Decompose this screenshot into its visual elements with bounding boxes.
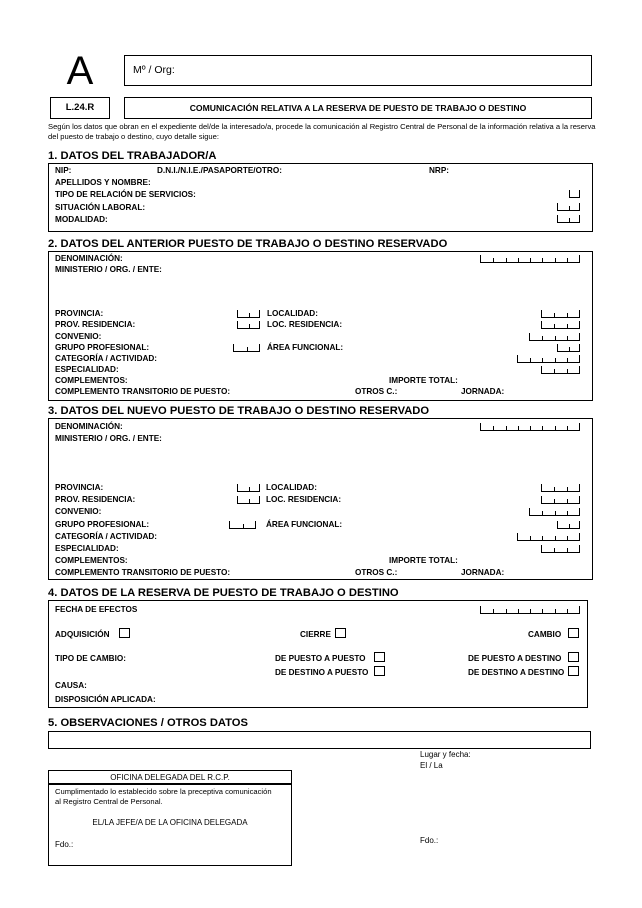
s2-convenio-code[interactable]	[529, 333, 580, 341]
puesto-a-destino-label: DE PUESTO A DESTINO	[468, 654, 562, 663]
destino-a-puesto-checkbox[interactable]	[374, 666, 385, 676]
s3-categoria-code[interactable]	[517, 533, 580, 541]
s2-especialidad-label: ESPECIALIDAD:	[55, 365, 119, 374]
s2-categoria-code[interactable]	[517, 355, 580, 363]
s2-prov-res-label: PROV. RESIDENCIA:	[55, 320, 136, 329]
s3-area-code[interactable]	[557, 521, 580, 529]
situacion-label: SITUACIÓN LABORAL:	[55, 203, 146, 212]
s3-grupo-label: GRUPO PROFESIONAL:	[55, 520, 150, 529]
s3-categoria-label: CATEGORÍA / ACTIVIDAD:	[55, 532, 158, 541]
tipo-relacion-label: TIPO DE RELACIÓN DE SERVICIOS:	[55, 190, 196, 199]
el-la-label: El / La	[420, 761, 443, 770]
s3-especialidad-label: ESPECIALIDAD:	[55, 544, 119, 553]
destino-a-puesto-label: DE DESTINO A PUESTO	[275, 668, 369, 677]
s2-especialidad-code[interactable]	[541, 366, 580, 374]
causa-label: CAUSA:	[55, 681, 87, 690]
s2-grupo-label: GRUPO PROFESIONAL:	[55, 343, 150, 352]
form-letter: A	[66, 49, 94, 93]
s2-convenio-label: CONVENIO:	[55, 332, 102, 341]
fecha-efectos-code[interactable]	[480, 606, 580, 614]
s2-grupo-code[interactable]	[233, 344, 260, 352]
cierre-label: CIERRE	[300, 630, 331, 639]
form-code: L.24.R	[65, 102, 95, 113]
org-field[interactable]	[124, 55, 592, 86]
section-3-title: 3. DATOS DEL NUEVO PUESTO DE TRABAJO O DESTINO RESERVADO	[48, 405, 430, 417]
intro-text: Según los datos que obran en el expediente del/de la interesado/a, procede la comunicación al Registro Central de Personal de la información relativa a la reserva del puesto de trabajo o destino, cuyo detalle sigue:	[48, 122, 596, 141]
s3-area-label: ÁREA FUNCIONAL:	[266, 520, 343, 529]
s2-localidad-label: LOCALIDAD:	[267, 309, 318, 318]
s3-especialidad-code[interactable]	[541, 545, 580, 553]
s2-otros-label: OTROS C.:	[355, 387, 398, 396]
oficina-delegada-title: OFICINA DELEGADA DEL R.C.P.	[110, 773, 230, 782]
jefe-oficina-label: EL/LA JEFE/A DE LA OFICINA DELEGADA	[92, 818, 248, 827]
s3-prov-res-code[interactable]	[237, 496, 260, 504]
cambio-checkbox[interactable]	[568, 628, 579, 638]
s3-ministerio-label: MINISTERIO / ORG. / ENTE:	[55, 434, 162, 443]
section-4-title: 4. DATOS DE LA RESERVA DE PUESTO DE TRABAJO O DESTINO	[48, 587, 399, 599]
apellidos-label: APELLIDOS Y NOMBRE:	[55, 178, 151, 187]
observaciones-field[interactable]	[48, 731, 591, 749]
s3-jornada-label: JORNADA:	[461, 568, 505, 577]
s3-complementos-label: COMPLEMENTOS:	[55, 556, 128, 565]
adquisicion-checkbox[interactable]	[119, 628, 130, 638]
s3-denominacion-code[interactable]	[480, 423, 580, 431]
s3-importe-label: IMPORTE TOTAL:	[389, 556, 458, 565]
s2-transitorio-label: COMPLEMENTO TRANSITORIO DE PUESTO:	[55, 387, 231, 396]
cumplimentado-line-1: Cumplimentado lo establecido sobre la preceptiva comunicación	[55, 787, 272, 796]
s3-provincia-code[interactable]	[237, 484, 260, 492]
s2-ministerio-label: MINISTERIO / ORG. / ENTE:	[55, 265, 162, 274]
org-label: Mº / Org:	[133, 64, 175, 76]
s2-area-label: ÁREA FUNCIONAL:	[267, 343, 344, 352]
s3-localidad-code[interactable]	[541, 484, 580, 492]
destino-a-destino-checkbox[interactable]	[568, 666, 579, 676]
section-2-title: 2. DATOS DEL ANTERIOR PUESTO DE TRABAJO O DESTINO RESERVADO	[48, 238, 448, 250]
s2-localidad-code[interactable]	[541, 310, 580, 318]
puesto-a-puesto-checkbox[interactable]	[374, 652, 385, 662]
fdo-right-label: Fdo.:	[420, 836, 439, 845]
disposicion-label: DISPOSICIÓN APLICADA:	[55, 695, 156, 704]
s2-denominacion-label: DENOMINACIÓN:	[55, 254, 123, 263]
destino-a-destino-label: DE DESTINO A DESTINO	[468, 668, 565, 677]
nrp-label: NRP:	[429, 166, 450, 175]
s3-localidad-label: LOCALIDAD:	[266, 483, 317, 492]
s2-denominacion-code[interactable]	[480, 255, 580, 263]
s2-jornada-label: JORNADA:	[461, 387, 505, 396]
nip-label: NIP:	[55, 166, 72, 175]
fecha-efectos-label: FECHA DE EFECTOS	[55, 605, 138, 614]
s3-loc-res-code[interactable]	[541, 496, 580, 504]
dni-label: D.N.I./N.I.E./PASAPORTE/OTRO:	[157, 166, 282, 175]
puesto-a-destino-checkbox[interactable]	[568, 652, 579, 662]
s3-prov-res-label: PROV. RESIDENCIA:	[55, 495, 136, 504]
s3-transitorio-label: COMPLEMENTO TRANSITORIO DE PUESTO:	[55, 568, 231, 577]
s3-convenio-code[interactable]	[529, 508, 580, 516]
s2-categoria-label: CATEGORÍA / ACTIVIDAD:	[55, 354, 158, 363]
cumplimentado-line-2: al Registro Central de Personal.	[55, 797, 163, 806]
s3-convenio-label: CONVENIO:	[55, 507, 102, 516]
s3-provincia-label: PROVINCIA:	[55, 483, 104, 492]
oficina-header-line	[48, 783, 292, 785]
cambio-label: CAMBIO	[528, 630, 562, 639]
situacion-code[interactable]	[557, 203, 580, 211]
s2-importe-label: IMPORTE TOTAL:	[389, 376, 458, 385]
s2-loc-res-label: LOC. RESIDENCIA:	[267, 320, 343, 329]
fdo-left-label: Fdo.:	[55, 840, 74, 849]
lugar-fecha-label: Lugar y fecha:	[420, 750, 471, 759]
section-5-title: 5. OBSERVACIONES / OTROS DATOS	[48, 717, 248, 729]
s2-complementos-label: COMPLEMENTOS:	[55, 376, 128, 385]
s2-provincia-code[interactable]	[237, 310, 260, 318]
section-1-title: 1. DATOS DEL TRABAJADOR/A	[48, 150, 217, 162]
s2-area-code[interactable]	[557, 344, 580, 352]
s3-otros-label: OTROS C.:	[355, 568, 398, 577]
s3-denominacion-label: DENOMINACIÓN:	[55, 422, 123, 431]
s3-loc-res-label: LOC. RESIDENCIA:	[266, 495, 342, 504]
form-title: COMUNICACIÓN RELATIVA A LA RESERVA DE PUESTO DE TRABAJO O DESTINO	[189, 103, 527, 113]
cierre-checkbox[interactable]	[335, 628, 346, 638]
tipo-cambio-label: TIPO DE CAMBIO:	[55, 654, 126, 663]
s2-prov-res-code[interactable]	[237, 321, 260, 329]
tipo-relacion-code[interactable]	[569, 190, 580, 198]
modalidad-label: MODALIDAD:	[55, 215, 108, 224]
adquisicion-label: ADQUISICIÓN	[55, 630, 110, 639]
s2-loc-res-code[interactable]	[541, 321, 580, 329]
s2-provincia-label: PROVINCIA:	[55, 309, 104, 318]
puesto-a-puesto-label: DE PUESTO A PUESTO	[275, 654, 366, 663]
s3-grupo-code[interactable]	[229, 521, 256, 529]
modalidad-code[interactable]	[557, 215, 580, 223]
